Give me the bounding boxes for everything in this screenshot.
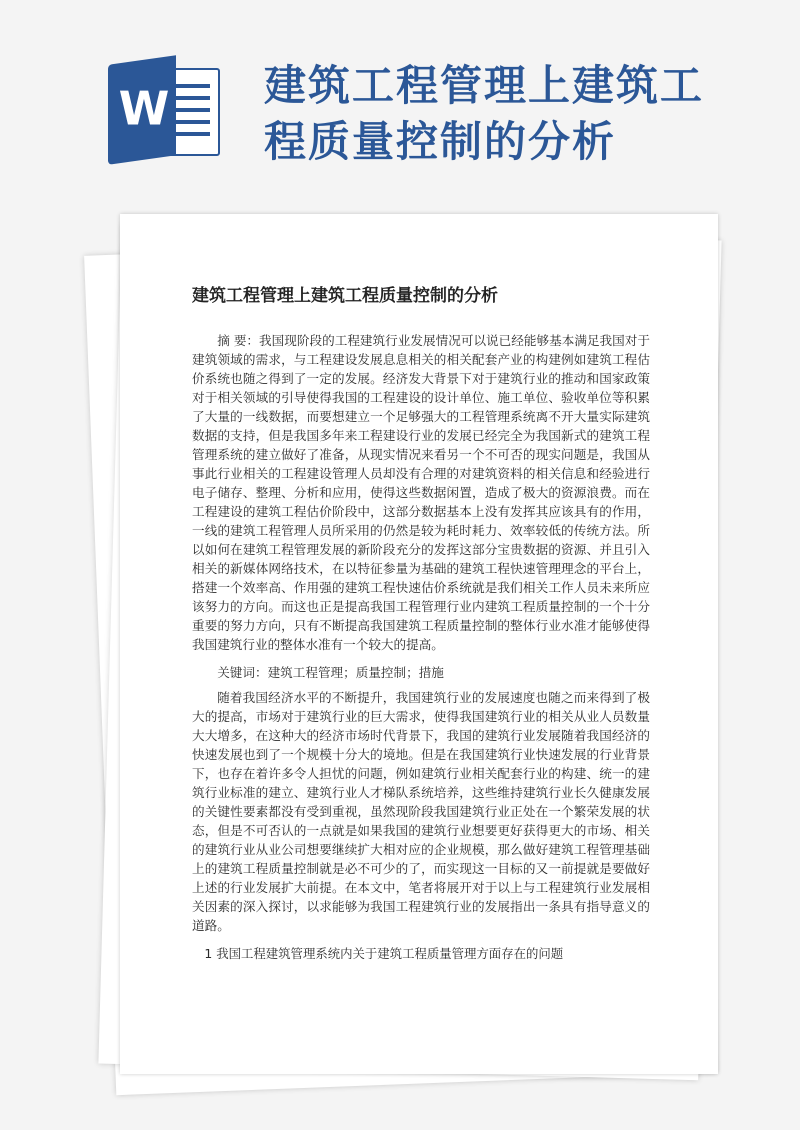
banner [0, 0, 800, 210]
word-letter: W [118, 81, 170, 136]
section-heading: 1 我国工程建筑管理系统内关于建筑工程质量管理方面存在的问题 [204, 946, 564, 961]
intro-paragraph: 随着我国经济水平的不断提升，我国建筑行业的发展速度也随之而来得到了极大的提高，市场对于建筑行业的巨大需求，使得我国建筑行业的相关从业人员数量大大增多，在这种大的经济市场时代背景下，我国的建筑行业发展随着我国经济的快速发展也到了一个规模十分大的境地。但是在我国建筑行业快速发展的行业背景下，也存在着许多令人担忧的问题，例如建筑行业相关配套行业的构建、统一的建筑行业标准的建立、建筑行业人才梯队系统培养，这些维持建筑行业长久健康发展的关键性要素都没有受到重视，虽然现阶段我国建筑行业正处在一个繁荣发展的状态，但是不可否认的一点就是如果我国的建筑行业想要更好获得更大的市场、相关的建筑行业从业公司想要继续扩大相对应的企业规模，那么做好建筑工程管理基础上的建筑工程质量控制就是必不可少的了，而实现这一目标的又一前提就是要做好上述的行业发展扩大前提。在本文中，笔者将展开对于以上与工程建筑行业发展相关因素的深入探讨，以求能够为我国工程建筑行业的发展指出一条具有指导意义的道路。 [192, 690, 650, 933]
document-body [192, 331, 650, 972]
banner-title: 建筑工程管理上建筑工程质量控制的分析 [264, 61, 705, 166]
document-title: 建筑工程管理上建筑工程质量控制的分析 [192, 286, 498, 306]
keywords-line: 关键词：建筑工程管理；质量控制；措施 [217, 665, 444, 680]
word-document-icon [108, 60, 220, 160]
document-page [120, 214, 718, 1074]
word-badge [108, 55, 176, 165]
abstract-paragraph: 摘 要：我国现阶段的工程建筑行业发展情况可以说已经能够基本满足我国对于建筑领域的需求，与工程建设发展息息相关的相关配套产业的构建例如建筑工程估价系统也随之得到了一定的发展。经济发大背景下对于建筑行业的推动和国家政策对于相关领域的引导使得我国的工程建设的设计单位、施工单位、验收单位等积累了大量的一线数据，而要想建立一个足够强大的工程管理系统离不开大量实际建筑数据的支持，但是我国多年来工程建设行业的发展已经完全为我国新式的建筑工程管理系统的建立做好了准备，从现实情况来看另一个不可否的现实问题是，我国从事此行业相关的工程建设管理人员却没有合理的对建筑资料的相关信息和经验进行电子储存、整理、分析和应用，使得这些数据闲置，造成了极大的资源浪费。而在工程建设的建筑工程估价阶段中，这部分数据基本上没有发挥其应该具有的作用，一线的建筑工程管理人员所采用的仍然是较为耗时耗力、效率较低的传统方法。所以如何在建筑工程管理发展的新阶段充分的发挥这部分宝贵数据的资源、并且引入相关的新媒体网络技术，在以特征参量为基础的建筑工程快速管理理念的平台上，搭建一个效率高、作用强的建筑工程快速估价系统就是我们相关工作人员未来所应该努力的方向。而这也正是提高我国工程管理行业内建筑工程质量控制的一个十分重要的努力方向，只有不断提高我国建筑工程质量控制的整体行业水准才能够使得我国建筑行业的整体水准有一个较大的提高。 [192, 333, 650, 652]
